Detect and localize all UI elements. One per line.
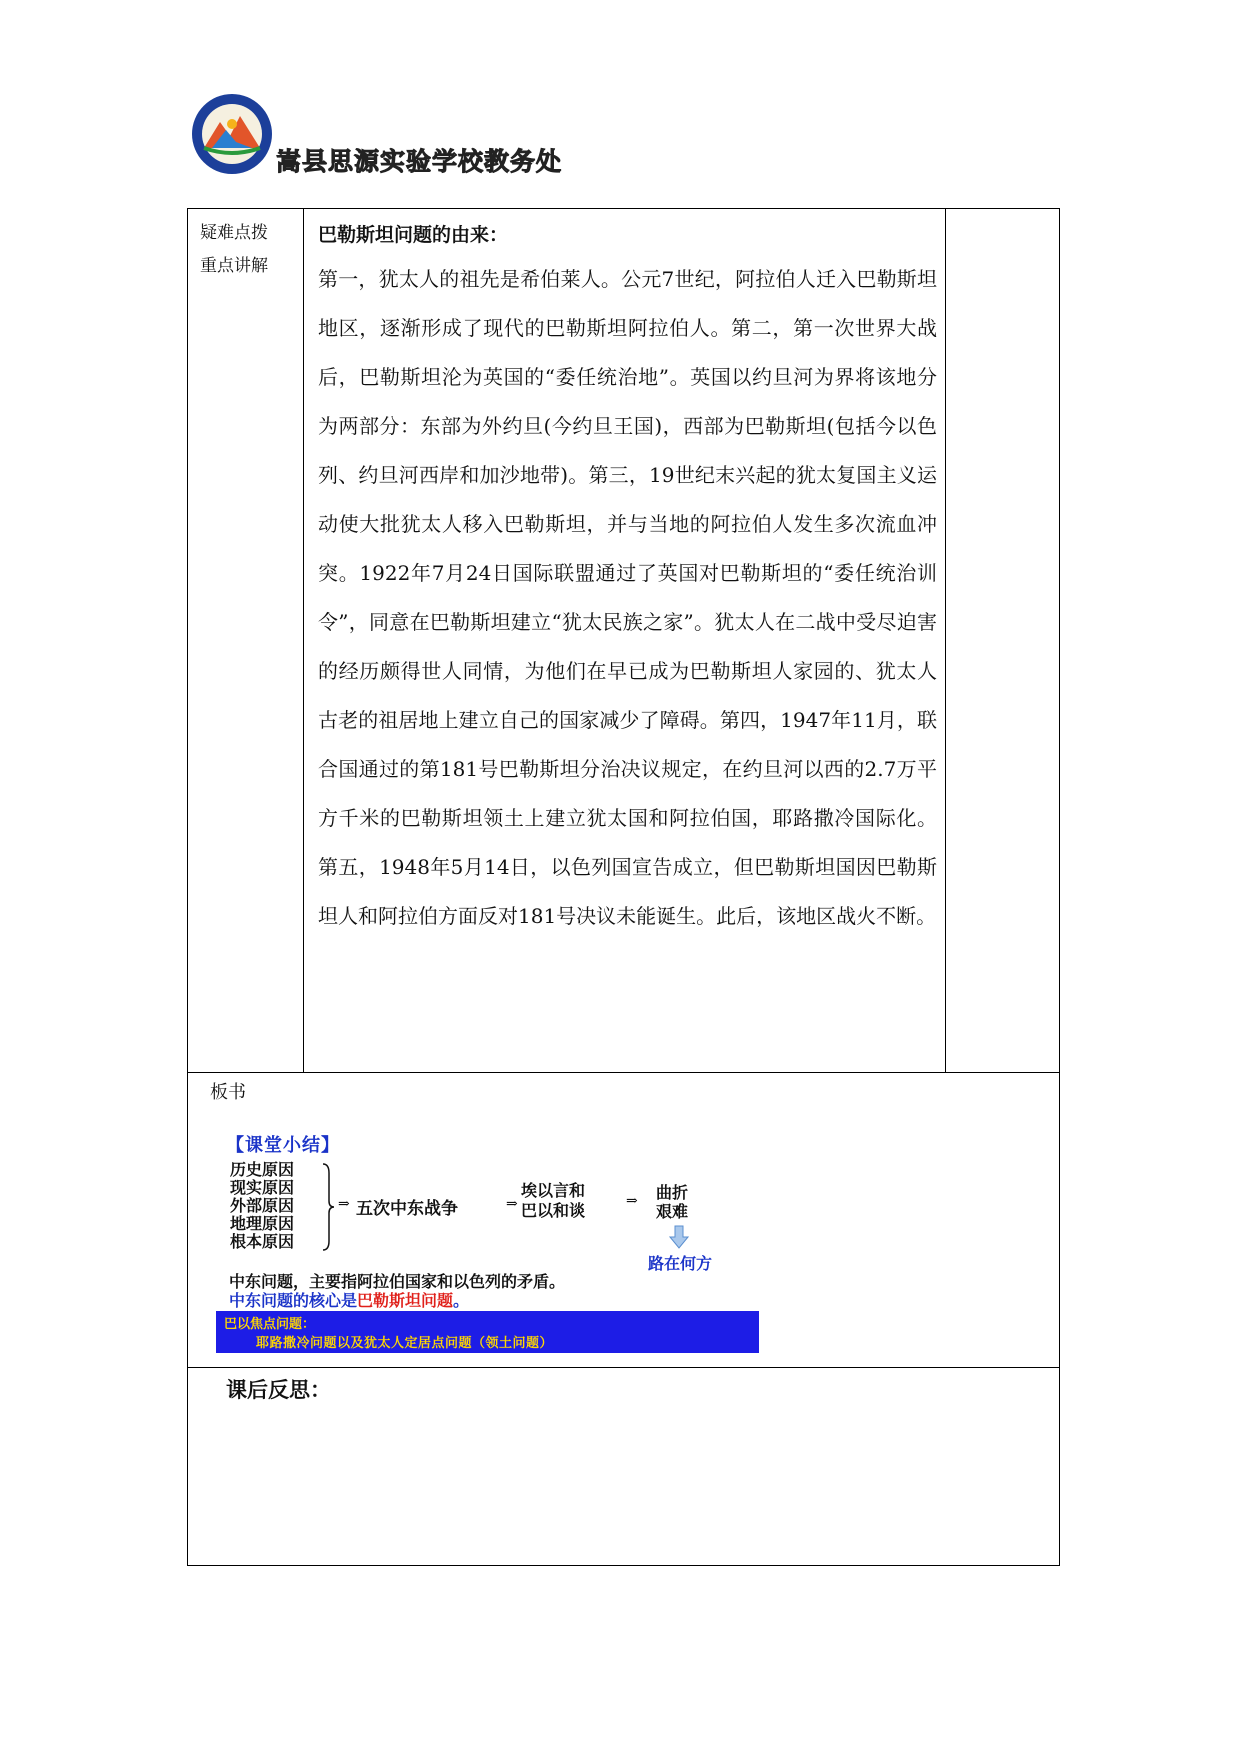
summary-diagram bbox=[216, 1131, 761, 1353]
result-line1: 曲折 bbox=[656, 1183, 689, 1202]
school-name: 嵩县思源实验学校教务处 bbox=[276, 147, 563, 176]
blackboard-label: 板书 bbox=[210, 1082, 246, 1103]
content-cell bbox=[304, 209, 946, 1072]
row-label-cell bbox=[188, 209, 304, 1072]
peace-text bbox=[521, 1181, 585, 1221]
page-header bbox=[190, 92, 610, 182]
reflection-label: 课后反思： bbox=[226, 1378, 331, 1402]
way-text: 路在何方 bbox=[648, 1254, 713, 1273]
result-text bbox=[656, 1183, 688, 1221]
line2-highlight: 巴勒斯坦问题 bbox=[357, 1291, 454, 1310]
focus-title: 巴以焦点问题： bbox=[224, 1317, 316, 1332]
focus-bar bbox=[216, 1311, 759, 1353]
school-logo bbox=[190, 92, 274, 176]
peace-line1: 埃以言和 bbox=[521, 1181, 586, 1200]
result-line2: 艰难 bbox=[656, 1202, 689, 1221]
down-arrow-icon bbox=[669, 1225, 689, 1249]
cause-item: 根本原因 bbox=[230, 1232, 295, 1251]
causes-list bbox=[230, 1161, 294, 1251]
summary-line1: 中东问题，主要指阿拉伯国家和以色列的矛盾。 bbox=[229, 1272, 566, 1291]
arrow-icon: ⇒ bbox=[506, 1196, 518, 1212]
cause-item: 地理原因 bbox=[230, 1214, 295, 1233]
cause-item: 历史原因 bbox=[230, 1160, 295, 1179]
brace-icon bbox=[321, 1163, 335, 1251]
cause-item: 外部原因 bbox=[230, 1196, 295, 1215]
notes-cell bbox=[946, 209, 1059, 1072]
focus-text: 耶路撒冷问题以及犹太人定居点问题（领土问题） bbox=[256, 1336, 554, 1351]
arrow-icon: ⇒ bbox=[626, 1193, 638, 1209]
reflection-row bbox=[188, 1368, 1059, 1565]
blackboard-row bbox=[188, 1073, 1059, 1368]
cause-item: 现实原因 bbox=[230, 1178, 295, 1197]
body-text: 第一，犹太人的祖先是希伯莱人。公元7世纪，阿拉伯人迁入巴勒斯坦地区，逐渐形成了现代的巴勒斯坦阿拉伯人。第二，第一次世界大战后，巴勒斯坦沦为英国的“委任统治地”。英国以约旦河为界将该地分为两部分：东部为外约旦(今约旦王国)，西部为巴勒斯坦(包括今以色列、约旦河西岸和加沙地带)。第三，19世纪末兴起的犹太复国主义运动使大批犹太人移入巴勒斯坦，并与当地的阿拉伯人发生多次流血冲突。1922年7月24日国际联盟通过了英国对巴勒斯坦的“委任统治训令”，同意在巴勒斯坦建立“犹太民族之家”。犹太人在二战中受尽迫害的经历颇得世人同情，为他们在早已成为巴勒斯坦人家园的、犹太人古老的祖居地上建立自己的国家减少了障碍。第四，1947年11月，联合国通过的第181号巴勒斯坦分治决议规定，在约旦河以西的2.7万平方千米的巴勒斯坦领土上建立犹太国和阿拉伯国，耶路撒冷国际化。第五，1948年5月14日，以色列国宣告成立，但巴勒斯坦国因巴勒斯坦人和阿拉伯方面反对181号决议未能诞生。此后，该地区战火不断。 bbox=[318, 267, 937, 928]
summary-line2 bbox=[229, 1288, 469, 1311]
difficulty-row bbox=[188, 209, 1059, 1073]
section-title: 巴勒斯坦问题的由来： bbox=[318, 224, 509, 246]
row-label-line2: 重点讲解 bbox=[200, 256, 268, 276]
wars-text: 五次中东战争 bbox=[356, 1199, 458, 1219]
lesson-table bbox=[187, 208, 1060, 1566]
line2-suffix: 。 bbox=[453, 1291, 470, 1310]
summary-title: 【课堂小结】 bbox=[226, 1135, 340, 1156]
peace-line2: 巴以和谈 bbox=[521, 1201, 586, 1220]
line2-prefix: 中东问题的核心是 bbox=[229, 1291, 358, 1310]
arrow-icon: ⇒ bbox=[338, 1196, 350, 1212]
row-label-line1: 疑难点拨 bbox=[200, 223, 268, 243]
